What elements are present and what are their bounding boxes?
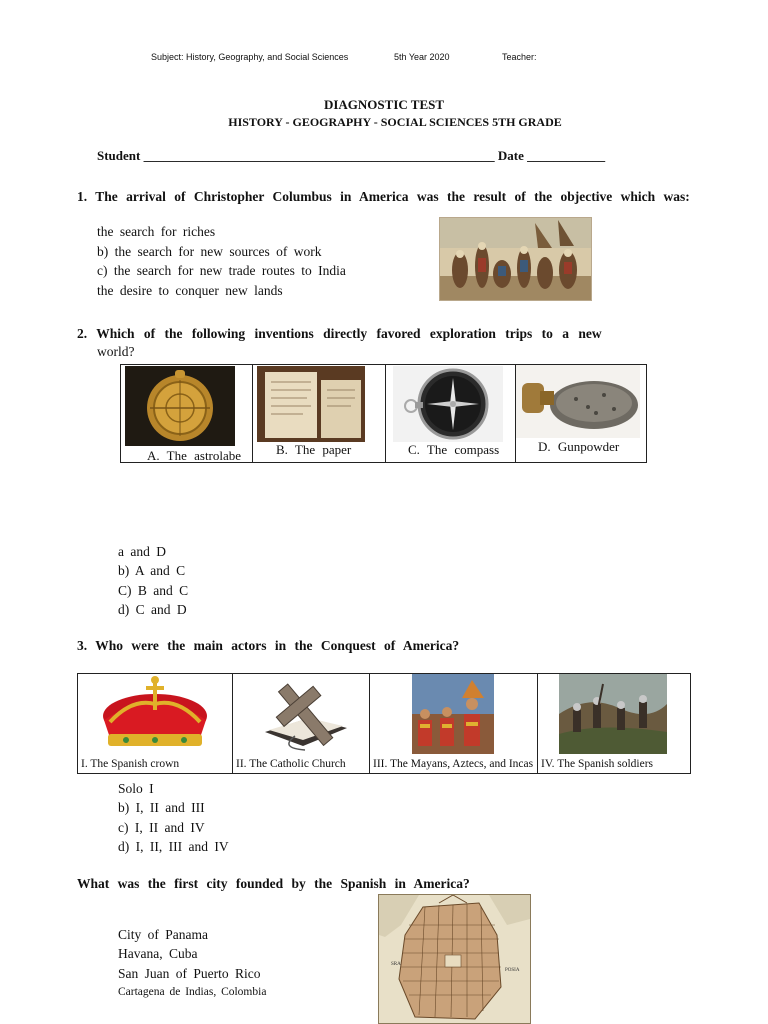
question-1: 1. The arrival of Christopher Columbus in America was the result of the objective which was: (77, 189, 690, 204)
paper-cell (253, 365, 386, 463)
year-label: 5th Year 2020 (394, 52, 450, 62)
catholic-church-cell (233, 674, 370, 774)
page-subtitle: HISTORY - GEOGRAPHY - SOCIAL SCIENCES 5TH GRADE (228, 115, 562, 129)
page-title: DIAGNOSTIC TEST (323, 97, 445, 112)
gunpowder-cell (516, 365, 647, 463)
gunpowder-caption: D. Gunpowder (538, 439, 620, 454)
question-3: 3. Who were the main actors in the Conquest of America? (77, 638, 460, 653)
astrolabe-image (125, 366, 235, 446)
gunpowder-image (516, 365, 640, 438)
map-label-right: POSIA (505, 968, 520, 973)
question-2: 2. Which of the following inventions directly favored exploration trips to a new (77, 326, 602, 341)
q4-option-b[interactable]: Havana, Cuba (118, 946, 198, 961)
compass-cell (386, 365, 516, 463)
city-map-image (378, 894, 531, 1024)
church-image (259, 676, 351, 754)
map-label-left: SRA (391, 962, 401, 967)
actors-table (77, 673, 691, 774)
spanish-soldiers-cell (538, 674, 691, 774)
astrolabe-cell (121, 365, 253, 463)
spanish-soldiers-image (559, 674, 667, 754)
q4-option-d[interactable]: Cartagena de Indias, Colombia (118, 986, 267, 998)
q1-option-b[interactable]: b) the search for new sources of work (97, 244, 322, 259)
compass-caption: C. The compass (408, 442, 500, 457)
q3-option-c[interactable]: c) I, II and IV (118, 820, 205, 835)
q3-option-d[interactable]: d) I, II, III and IV (118, 839, 229, 854)
question-4: What was the first city founded by the Spanish in America? (77, 876, 470, 891)
subject-label: Subject: History, Geography, and Social Sciences (151, 52, 349, 62)
q2-option-a[interactable]: a and D (118, 544, 166, 559)
columbus-arrival-image (439, 217, 592, 301)
compass-image (393, 366, 503, 442)
q4-option-c[interactable]: San Juan of Puerto Rico (118, 966, 261, 981)
indigenous-peoples-cell (370, 674, 538, 774)
teacher-label: Teacher: (502, 52, 537, 62)
q1-option-a[interactable]: the search for riches (97, 224, 216, 239)
student-date-line: Student ______________________________________________________ Date ____________ (97, 148, 606, 163)
spanish-crown-cell (78, 674, 233, 774)
q3-option-b[interactable]: b) I, II and III (118, 800, 205, 815)
question-2-continued: world? (97, 344, 135, 359)
crown-image (96, 676, 214, 754)
q2-option-c[interactable]: C) B and C (118, 583, 189, 598)
astrolabe-caption: A. The astrolabe (147, 448, 242, 463)
q1-option-c[interactable]: c) the search for new trade routes to India (97, 263, 346, 278)
spanish-soldiers-caption: IV. The Spanish soldiers (541, 758, 654, 770)
indigenous-peoples-image (412, 674, 494, 754)
paper-caption: B. The paper (276, 442, 352, 457)
inventions-table (120, 364, 647, 463)
q2-option-d[interactable]: d) C and D (118, 602, 187, 617)
indigenous-peoples-caption: III. The Mayans, Aztecs, and Incas (373, 758, 534, 770)
q2-option-b[interactable]: b) A and C (118, 563, 186, 578)
q4-option-a[interactable]: City of Panama (118, 927, 208, 942)
spanish-crown-caption: I. The Spanish crown (81, 758, 180, 770)
paper-image (257, 366, 365, 442)
q3-option-a[interactable]: Solo I (118, 781, 154, 796)
q1-option-d[interactable]: the desire to conquer new lands (97, 283, 283, 298)
catholic-church-caption: II. The Catholic Church (236, 758, 346, 770)
